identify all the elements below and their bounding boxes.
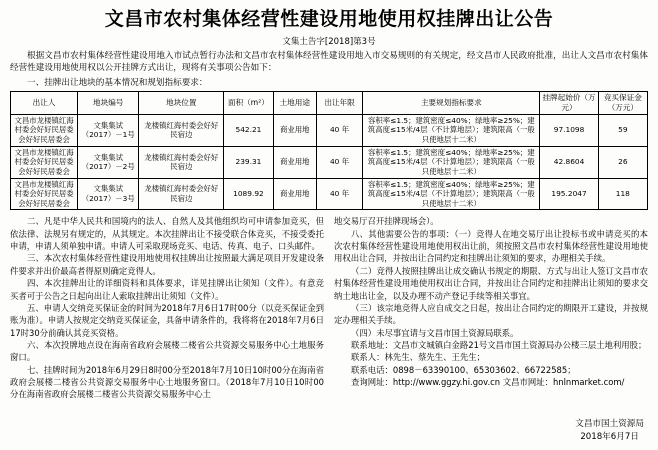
cell-start-price: 195.2047: [540, 178, 598, 210]
cell-seller: 文昌市龙楼镇红海村委会好好民居委会好好民居委会: [11, 178, 78, 210]
cell-deposit: 118: [598, 178, 647, 210]
cell-spec: 容积率≤1.5；建筑密度≤40%；绿地率≥25%；建筑高度≤15米/4层（不计算地层）；建筑限高（一般只使地层十二米）: [363, 178, 540, 210]
cell-term: 40 年: [316, 114, 362, 146]
paragraph: 七、挂牌时间为2018年6月29日8时00分至2018年7月10日10时00分在海南省政府会展楼二楼省公共资源交易服务中心土地服务窗口。（2018年7月10日10时00分在海南省政府会展楼二楼省公共资源交易服务中心土: [10, 364, 324, 400]
col-header-use: 土地用途: [273, 92, 316, 115]
page-title: 文昌市农村集体经营性建设用地使用权挂牌出让公告: [104, 8, 554, 30]
document-number: 文集土告字[2018]第3号: [282, 36, 376, 47]
cell-location: 龙楼镇红海村委会好好民宿边: [139, 146, 224, 178]
paragraph: 五、申请人交纳竞买保证金的时间为2018年7月6日17时00分（以竞买保证金到账为准）。申请人按规定交纳竞买保证金，具备申请条件的，我将将在2018年7月6日17时30分前确认其竞买资格。: [10, 302, 324, 338]
cell-use: 商业用地: [273, 146, 316, 178]
cell-area: 542.21: [224, 114, 273, 146]
issue-date: 2018年6月7日: [580, 432, 639, 443]
cell-spec: 容积率≤1.5；建筑密度≤40%；绿地率≥25%；建筑高度≤15米/4层（不计算地层）；建筑限高（一般只使地层十二米）: [363, 146, 540, 178]
cell-spec: 容积率≤1.5；建筑密度≤40%；绿地率≥25%；建筑高度≤15米/4层（不计算地层）；建筑限高（一般只使地层十二米）: [363, 114, 540, 146]
body-column-right: [334, 215, 648, 400]
parcel-table: [10, 91, 648, 210]
col-header-area: 面积（m²）: [224, 92, 273, 115]
paragraph: 地交易厅召开挂牌现场会）。: [334, 216, 439, 227]
cell-code: 文集集试（2017）－1号: [78, 114, 139, 146]
cell-use: 商业用地: [273, 178, 316, 210]
table-row: [11, 114, 648, 146]
col-header-code: 地块编号: [78, 92, 139, 115]
paragraph: （四）未尽事宜请与文昌市国土资源局联系。: [351, 327, 519, 338]
contact-phone: 联系电话：0898－63390100、65303602、66722585；: [351, 364, 576, 375]
table-row: [11, 178, 648, 210]
paragraph: 八、其他需要公告的事项：（一）竞得人在地交易厅出让投标书或申请竞买的本次农村集体经营性建设用地使用权出让前，须按照文昌市农村集体经营性建设用地使用权出让合同，并按出让合同约定和挂牌出让须知的要求，办理相关手续。: [334, 228, 648, 264]
signature-block: [575, 418, 644, 444]
cell-seller: 文昌市龙楼镇红海村委会好好民居委会好好民居委会: [11, 146, 78, 178]
table-header-row: [11, 92, 648, 115]
table-row: [11, 146, 648, 178]
paragraph: （二）竞得人按照挂牌出让成交确认书规定的期限、方式与出让人签订文昌市农村集体经营性建设用地使用权出让合同，并按出让合同约定和挂牌出让须知的要求交纳土地出让金，以及办理不动产登记手续等相关事宜。: [334, 265, 648, 301]
contact-persons: 联系人：林先生、蔡先生、王先生；: [351, 352, 485, 363]
col-header-term: 出让年限: [316, 92, 362, 115]
cell-deposit: 59: [598, 114, 647, 146]
cell-start-price: 97.1098: [540, 114, 598, 146]
cell-code: 文集集试（2017）－3号: [78, 178, 139, 210]
body-column-left: [10, 215, 324, 400]
cell-start-price: 42.8604: [540, 146, 598, 178]
issuing-authority: 文昌市国土资源局: [575, 419, 644, 430]
paragraph: 四、本次挂牌出让的详细资料和具体要求，详见挂牌出让须知（文件）。有意竞买者可于公告之日起向出让人索取挂牌出让须知（文件）。: [10, 278, 324, 301]
paragraph: 二、凡是中华人民共和国境内的法人、自然人及其他组织均可申请参加竞买，但依法律、法规另有规定的，从其规定。本次挂牌出让不接受联合体竞买，不接受委托申请，申请人须单独申请。申请人可采取现场竞买、电话、传真、电子、口头邮件。: [10, 216, 324, 252]
paragraph: （三）该宗地竞得人应自成交之日起，按出让合同约定的期限开工建设，并按规定办理相关手续。: [334, 302, 648, 326]
cell-seller: 文昌市龙楼镇红海村委会好好民居委会好好民居委会: [11, 114, 78, 146]
section-heading-one: 一、挂牌出让地块的基本情况和规划指标要求：: [27, 77, 208, 88]
cell-use: 商业用地: [273, 114, 316, 146]
cell-location: 龙楼镇红海村委会好好民宿边: [139, 178, 224, 210]
contact-website: 查询网址：http://www.ggzy.hi.gov.cn 文昌市网址：hnlnmarket.com/: [351, 376, 625, 387]
cell-location: 龙楼镇红海村委会好好民宿边: [139, 114, 224, 146]
intro-paragraph: 根据文昌市农村集体经营性建设用地入市试点暂行办法和文昌市农村集体经营性建设用地入市交易规则的有关规定，经文昌市人民政府批准，出让人文昌市农村集体经营性建设用地使用权以公开挂牌方式出让，现将有关事项公告如下：: [10, 50, 648, 74]
cell-term: 40 年: [316, 146, 362, 178]
col-header-start-price: 挂牌起始价（万元）: [540, 92, 598, 115]
col-header-seller: 出让人: [11, 92, 78, 115]
col-header-deposit: 竞买保证金（万元）: [598, 92, 647, 115]
cell-term: 40 年: [316, 178, 362, 210]
paragraph: 六、本次投牌地点设在海南省政府会展楼二楼省公共资源交易服务中心土地服务窗口。: [10, 339, 324, 363]
col-header-location: 地块位置: [139, 92, 224, 115]
cell-area: 239.31: [224, 146, 273, 178]
body-text-columns: [10, 215, 648, 400]
contact-address: 联系地址：文昌市文城镇白金路21号文昌市国土资源局办公楼三层土地利用股；: [351, 339, 647, 350]
cell-area: 1089.92: [224, 178, 273, 210]
paragraph: 三、本次农村集体经营性建设用地使用权挂牌出让按照最大满足项目开发建设条件要求并出价最高者得原则确定竞得人。: [10, 253, 324, 276]
cell-code: 文集集试（2017）－2号: [78, 146, 139, 178]
col-header-spec: 主要规划指标要求: [363, 92, 540, 115]
cell-deposit: 26: [598, 146, 647, 178]
